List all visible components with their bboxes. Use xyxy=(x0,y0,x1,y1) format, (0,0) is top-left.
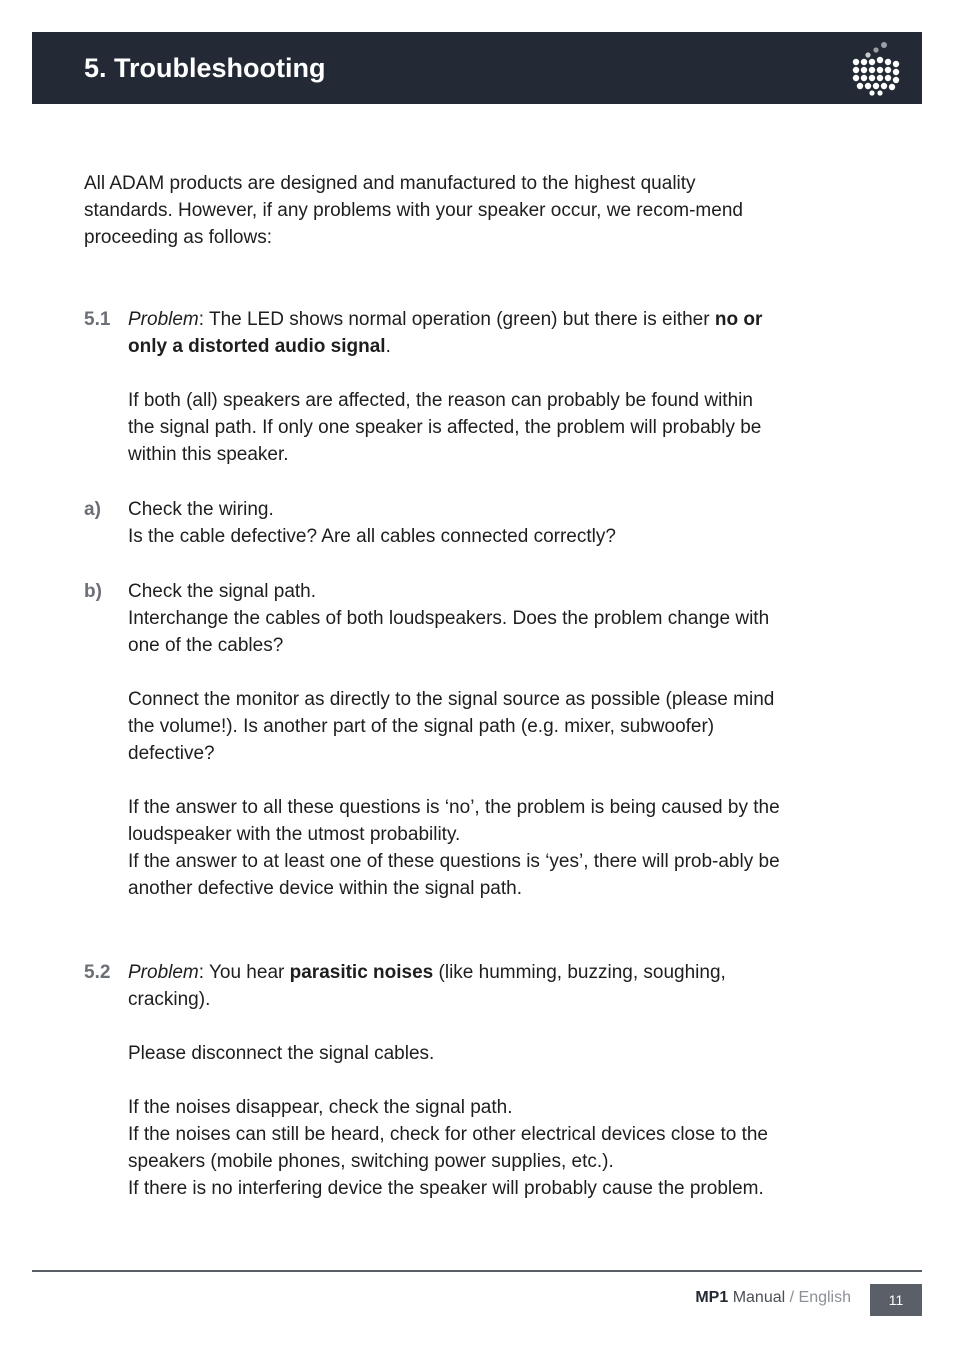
intro-paragraph: All ADAM products are designed and manufactured to the highest quality standards. However, if any problems with your speaker occur, we recom-mend proceeding as follows: xyxy=(84,173,743,248)
section-body xyxy=(128,306,784,468)
problem-label: Problem xyxy=(128,962,199,983)
step-paragraph: If the answer to at least one of these questions is ‘yes’, there will prob-ably be another defective device within the signal path. xyxy=(128,851,780,899)
step-paragraph: Connect the monitor as directly to the signal source as possible (please mind the volume!). Is another part of the signal path (e.g. mixer, subwoofer) defective? xyxy=(128,689,775,764)
problem-statement: Problem: The LED shows normal operation (green) but there is either no or only a distorted audio signal. xyxy=(128,309,763,357)
section-paragraph: If both (all) speakers are affected, the reason can probably be found within the signal path. If only one speaker is affected, the problem will probably be within this speaker. xyxy=(128,390,762,465)
section-number: 5.1 xyxy=(84,309,111,330)
adam-dot-logo-icon xyxy=(850,40,902,96)
step-a xyxy=(84,496,784,550)
step-b xyxy=(84,578,784,902)
section-5-1 xyxy=(84,306,784,468)
step-body xyxy=(128,578,788,902)
step-label: a) xyxy=(84,499,101,520)
step-line: Check the signal path. xyxy=(128,581,317,602)
section-paragraph: If there is no interfering device the speaker will probably cause the problem. xyxy=(128,1178,764,1199)
problem-label: Problem xyxy=(128,309,199,330)
section-paragraph: If the noises can still be heard, check for other electrical devices close to the speakers (mobile phones, switching power supplies, etc.). xyxy=(128,1124,768,1172)
footer-language: English xyxy=(798,1289,851,1306)
footer-model: MP1 xyxy=(695,1289,729,1306)
step-label: b) xyxy=(84,581,102,602)
footer-manual: Manual xyxy=(728,1289,786,1306)
problem-highlight: no or only a distorted audio signal xyxy=(128,309,763,357)
header-bar xyxy=(32,32,922,104)
section-body xyxy=(128,959,778,1202)
problem-statement: Problem: You hear parasitic noises (like humming, buzzing, soughing, cracking). xyxy=(128,962,726,1010)
page-number: 11 xyxy=(870,1284,922,1316)
page-title: 5. Troubleshooting xyxy=(84,53,326,83)
step-line: Interchange the cables of both loudspeakers. Does the problem change with one of the cables? xyxy=(128,608,770,656)
footer-caption xyxy=(695,1287,851,1309)
step-line: Check the wiring. xyxy=(128,499,274,520)
step-paragraph: If the answer to all these questions is ‘no’, the problem is being caused by the loudspeaker with the utmost probability. xyxy=(128,797,780,845)
footer-separator: / xyxy=(785,1289,799,1306)
step-body xyxy=(128,496,784,550)
footer-divider xyxy=(32,1270,922,1272)
section-5-2 xyxy=(84,959,784,1202)
section-number: 5.2 xyxy=(84,962,111,983)
section-paragraph: Please disconnect the signal cables. xyxy=(128,1043,435,1064)
step-line: Is the cable defective? Are all cables connected correctly? xyxy=(128,526,616,547)
problem-highlight: parasitic noises xyxy=(289,962,434,983)
section-paragraph: If the noises disappear, check the signal path. xyxy=(128,1097,513,1118)
